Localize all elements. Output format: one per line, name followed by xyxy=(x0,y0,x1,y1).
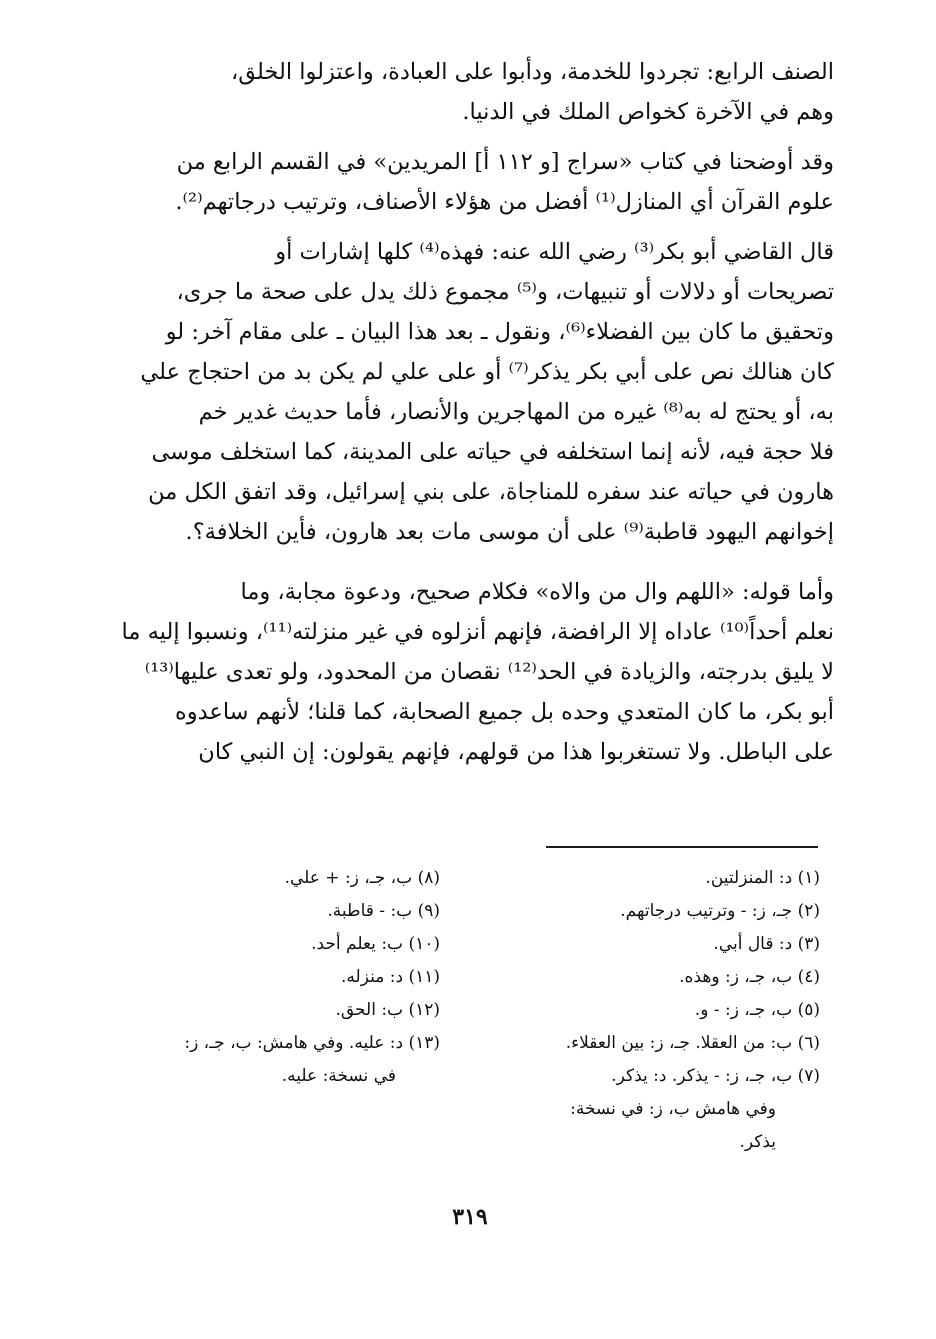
footnote-4: (٤) ب، جـ، ز: وهذه. xyxy=(679,967,820,987)
page-number: ٣١٩ xyxy=(452,1204,488,1230)
footnote-7-continuation: وفي هامش ب، ز: في نسخة: xyxy=(570,1099,776,1119)
footnote-13: (١٣) د: عليه. وفي هامش: ب، جـ، ز: xyxy=(184,1033,440,1053)
footnote-divider xyxy=(546,846,818,848)
footnote-13-continuation: في نسخة: عليه. xyxy=(281,1066,396,1086)
paragraph-qadi-abu-bakr xyxy=(112,232,834,552)
text-line: فلا حجة فيه، لأنه إنما استخلفه في حياته على المدينة، كما استخلف موسى xyxy=(151,439,834,465)
footnote-7: (٧) ب، جـ، ز: - يذكر. د: يذكر. xyxy=(611,1066,820,1086)
footnote-2: (٢) جـ، ز: - وترتيب درجاتهم. xyxy=(620,901,820,921)
text-line: الصنف الرابع: تجردوا للخدمة، ودأبوا على العبادة، واعتزلوا الخلق، xyxy=(230,59,834,85)
text-line: وتحقيق ما كان بين الفضلاء⁽⁶⁾، ونقول ـ بعد هذا البيان ـ على مقام آخر: لو xyxy=(165,319,834,345)
footnotes xyxy=(120,862,820,1172)
footnote-10: (١٠) ب: يعلم أحد. xyxy=(311,934,440,954)
footnote-11: (١١) د: منزله. xyxy=(341,967,440,987)
text-line: قال القاضي أبو بكر⁽³⁾ رضي الله عنه: فهذه⁽⁴⁾ كلها إشارات أو xyxy=(275,239,834,265)
text-line: نعلم أحداً⁽¹⁰⁾ عاداه إلا الرافضة، فإنهم أنزلوه في غير منزلته⁽¹¹⁾، ونسبوا إليه ما xyxy=(121,619,834,645)
footnote-3: (٣) د: قال أبي. xyxy=(713,934,820,954)
footnotes-right-column xyxy=(490,862,820,1159)
text-line: إخوانهم اليهود قاطبة⁽⁹⁾ على أن موسى مات بعد هارون، فأين الخلافة؟. xyxy=(185,519,834,545)
text-line: لا يليق بدرجته، والزيادة في الحد⁽¹²⁾ نقصان من المحدود، ولو تعدى عليها⁽¹³⁾ xyxy=(144,659,834,685)
text-line: وقد أوضحنا في كتاب «سراج [و ١١٢ أ] المريدين» في القسم الرابع من xyxy=(176,149,834,175)
footnote-9: (٩) ب: - قاطبة. xyxy=(327,901,440,921)
footnote-5: (٥) ب، جـ، ز: - و. xyxy=(694,1000,820,1020)
text-line: هارون في حياته عند سفره للمناجاة، على بني إسرائيل، وقد اتفق الكل من xyxy=(148,479,834,505)
text-line: على الباطل. ولا تستغربوا هذا من قولهم، فإنهم يقولون: إن النبي كان xyxy=(198,739,834,765)
text-line: وأما قوله: «اللهم وال من والاه» فكلام صحيح، ودعوة مجابة، وما xyxy=(240,579,834,605)
paragraph-siraj-reference xyxy=(112,142,834,222)
footnote-12: (١٢) ب: الحق. xyxy=(335,1000,440,1020)
text-line: أبو بكر، ما كان المتعدي وحده بل جميع الصحابة، كما قلنا؛ لأنهم ساعدوه xyxy=(174,699,834,725)
text-line: كان هنالك نص على أبي بكر يذكر⁽⁷⁾ أو على علي لم يكن بد من احتجاج علي xyxy=(140,359,834,385)
text-line: علوم القرآن أي المنازل⁽¹⁾ أفضل من هؤلاء الأصناف، وترتيب درجاتهم⁽²⁾. xyxy=(175,189,834,215)
paragraph-fourth-category xyxy=(112,52,834,132)
footnote-6: (٦) ب: من العقلا. جـ، ز: بين العقلاء. xyxy=(565,1033,820,1053)
footnote-1: (١) د: المنزلتين. xyxy=(705,868,820,888)
text-line: به، أو يحتج له به⁽⁸⁾ غيره من المهاجرين والأنصار، فأما حديث غدير خم xyxy=(198,399,834,425)
paragraph-allahumma-wali xyxy=(112,572,834,772)
footnote-7-continuation: يذكر. xyxy=(739,1132,776,1152)
text-line: تصريحات أو دلالات أو تنبيهات، و⁽⁵⁾ مجموع ذلك يدل على صحة ما جرى، xyxy=(176,279,834,305)
text-line: وهم في الآخرة كخواص الملك في الدنيا. xyxy=(462,99,834,125)
footnotes-left-column xyxy=(110,862,440,1093)
footnote-8: (٨) ب، جـ، ز: + علي. xyxy=(284,868,440,888)
page-body xyxy=(112,52,834,772)
